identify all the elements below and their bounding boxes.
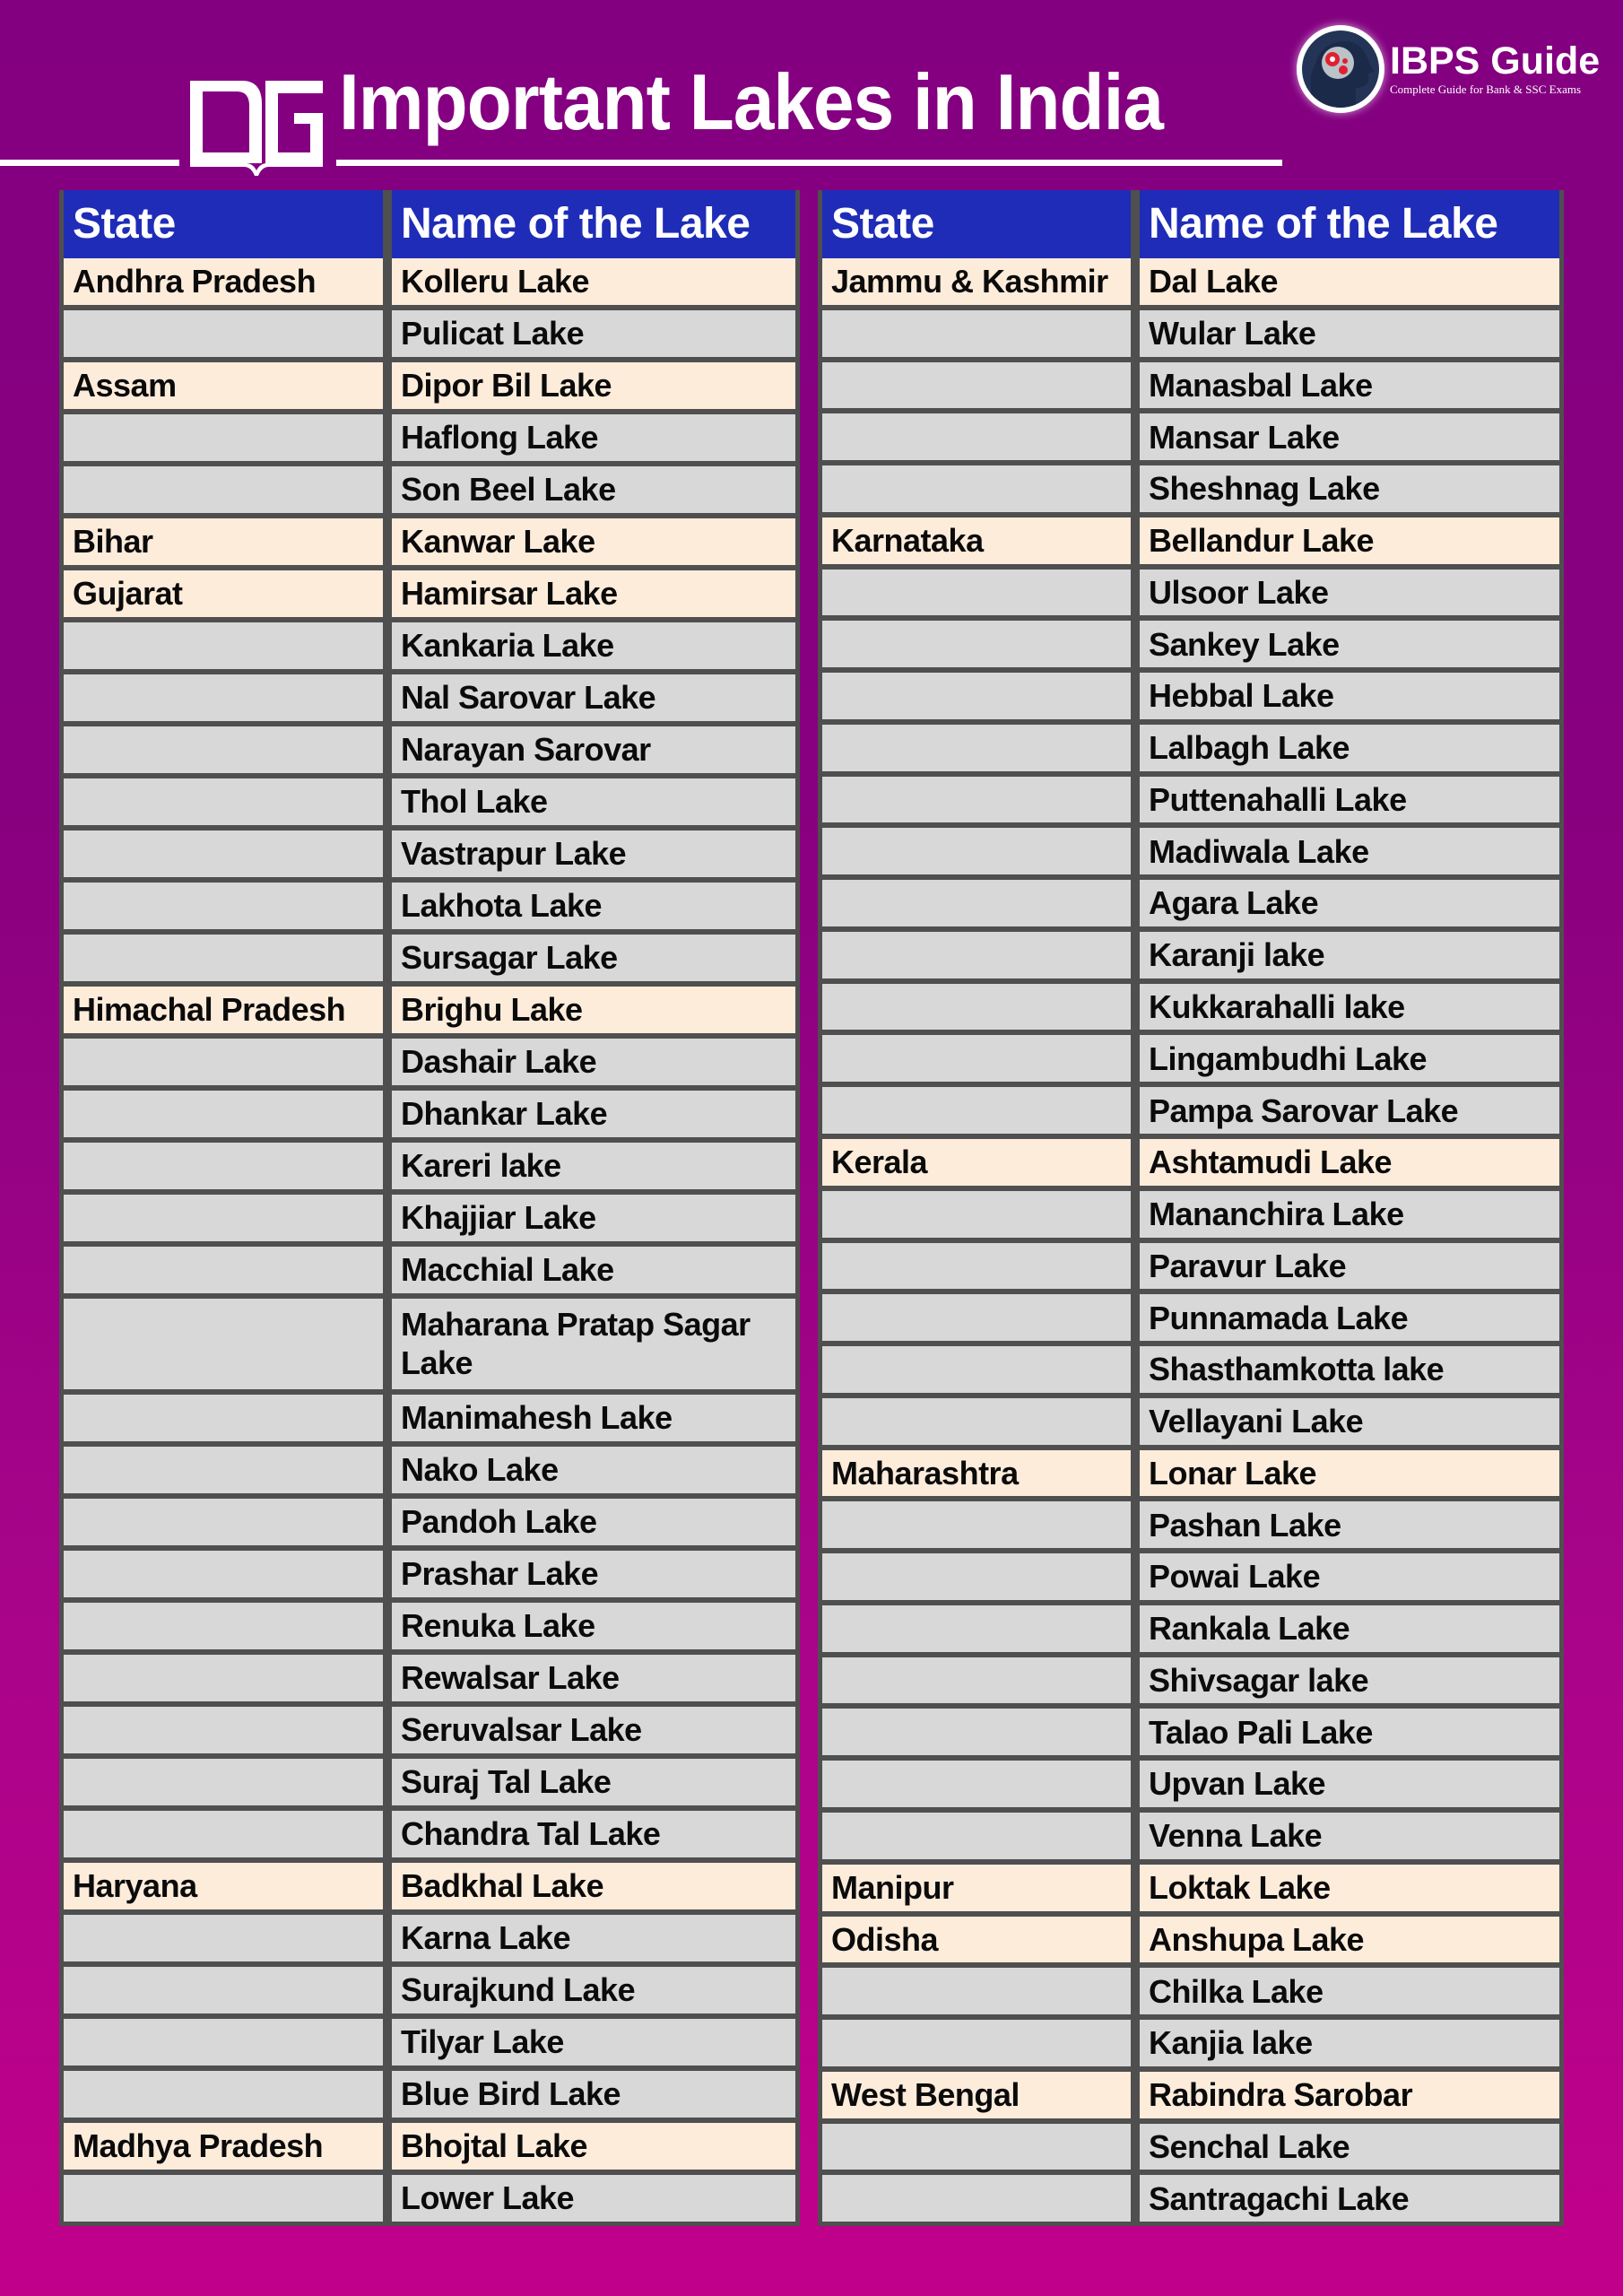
state-cell: [64, 1195, 383, 1241]
state-cell: Madhya Pradesh: [64, 2123, 383, 2170]
table-row: [822, 570, 1559, 616]
table-row: [64, 831, 795, 877]
state-cell: [64, 2071, 383, 2118]
state-cell: [822, 1605, 1131, 1652]
state-cell: [64, 414, 383, 461]
table-row: [822, 1761, 1559, 1807]
brand-tagline: Complete Guide for Bank & SSC Exams: [1390, 82, 1582, 96]
table-row: [64, 1603, 795, 1649]
state-cell: West Bengal: [822, 2072, 1131, 2118]
lakes-table-right: [818, 190, 1564, 2226]
table-row: [64, 570, 795, 617]
lake-name-cell: Lingambudhi Lake: [1140, 1035, 1559, 1082]
table-row: [64, 2019, 795, 2066]
table-row: [822, 362, 1559, 409]
lake-name-cell: Haflong Lake: [392, 414, 795, 461]
lake-name-cell: Hebbal Lake: [1140, 673, 1559, 719]
state-cell: [64, 1299, 383, 1389]
table-row: [822, 932, 1559, 978]
lake-name-cell: Dal Lake: [1140, 258, 1559, 305]
state-cell: Bihar: [64, 518, 383, 565]
state-cell: Himachal Pradesh: [64, 987, 383, 1033]
lake-name-cell: Karanji lake: [1140, 932, 1559, 978]
table-row: [64, 1447, 795, 1493]
table-row: [64, 2123, 795, 2170]
state-cell: [64, 2019, 383, 2066]
state-cell: Odisha: [822, 1917, 1131, 1963]
state-cell: [822, 2124, 1131, 2170]
lake-name-cell: Nal Sarovar Lake: [392, 674, 795, 721]
lake-name-cell: Narayan Sarovar: [392, 726, 795, 773]
state-cell: [822, 465, 1131, 512]
table-row: [64, 1195, 795, 1241]
state-cell: [64, 1811, 383, 1857]
state-cell: Kerala: [822, 1139, 1131, 1186]
table-row: [822, 621, 1559, 667]
lake-name-cell: Anshupa Lake: [1140, 1917, 1559, 1963]
lake-name-cell: Agara Lake: [1140, 880, 1559, 926]
table-row: [64, 2071, 795, 2118]
state-cell: Andhra Pradesh: [64, 258, 383, 305]
table-row: [822, 1813, 1559, 1859]
table-row: [822, 1450, 1559, 1497]
lake-name-cell: Kankaria Lake: [392, 622, 795, 669]
lake-name-cell: Lakhota Lake: [392, 883, 795, 929]
state-cell: [822, 1501, 1131, 1548]
lake-name-cell: Powai Lake: [1140, 1553, 1559, 1600]
table-row: [822, 673, 1559, 719]
table-row: [64, 518, 795, 565]
column-header-state: State: [64, 190, 383, 258]
lake-name-cell: Kareri lake: [392, 1143, 795, 1189]
state-cell: [64, 1655, 383, 1701]
table-row: [822, 1398, 1559, 1445]
column-header-lake: Name of the Lake: [1140, 190, 1559, 258]
lake-name-cell: Thol Lake: [392, 778, 795, 825]
table-row: [822, 310, 1559, 357]
lake-name-cell: Loktak Lake: [1140, 1865, 1559, 1911]
lake-name-cell: Talao Pali Lake: [1140, 1709, 1559, 1755]
lake-name-cell: Tilyar Lake: [392, 2019, 795, 2066]
table-row: [64, 466, 795, 513]
state-cell: [822, 1243, 1131, 1290]
lake-name-cell: Chilka Lake: [1140, 1968, 1559, 2014]
lake-name-cell: Paravur Lake: [1140, 1243, 1559, 1290]
state-cell: [64, 2175, 383, 2222]
table-row: [64, 1143, 795, 1189]
lake-name-cell: Maharana Pratap Sagar Lake: [392, 1299, 795, 1389]
lake-name-cell: Chandra Tal Lake: [392, 1811, 795, 1857]
state-cell: [64, 726, 383, 773]
state-cell: [64, 935, 383, 981]
table-row: [822, 1243, 1559, 1290]
lakes-table-left: [59, 190, 800, 2226]
column-header-state: State: [822, 190, 1131, 258]
page-title: Important Lakes in India: [339, 57, 1163, 146]
state-cell: [822, 2020, 1131, 2066]
state-cell: [64, 466, 383, 513]
lake-name-cell: Dashair Lake: [392, 1039, 795, 1085]
lake-name-cell: Kolleru Lake: [392, 258, 795, 305]
state-cell: [822, 310, 1131, 357]
table-row: [64, 1039, 795, 1085]
state-cell: Gujarat: [64, 570, 383, 617]
state-cell: [822, 413, 1131, 460]
state-cell: [822, 1346, 1131, 1393]
state-cell: [822, 880, 1131, 926]
table-row: [822, 2020, 1559, 2066]
table-row: [822, 2124, 1559, 2170]
table-row: [64, 414, 795, 461]
state-cell: [822, 1761, 1131, 1807]
table-row: [64, 1091, 795, 1137]
state-cell: [822, 621, 1131, 667]
state-cell: [64, 1603, 383, 1649]
table-row: [64, 1499, 795, 1545]
table-row: [822, 517, 1559, 564]
table-row: [64, 935, 795, 981]
lake-name-cell: Lonar Lake: [1140, 1450, 1559, 1497]
state-cell: [822, 1813, 1131, 1859]
state-cell: [822, 932, 1131, 978]
lake-name-cell: Blue Bird Lake: [392, 2071, 795, 2118]
table-row: [822, 1709, 1559, 1755]
table-row: [64, 1811, 795, 1857]
lake-name-cell: Bellandur Lake: [1140, 517, 1559, 564]
table-row: [822, 1035, 1559, 1082]
table-row: [64, 883, 795, 929]
lake-name-cell: Suraj Tal Lake: [392, 1759, 795, 1805]
table-row: [64, 362, 795, 409]
state-cell: [822, 673, 1131, 719]
lake-name-cell: Lower Lake: [392, 2175, 795, 2222]
lake-name-cell: Sheshnag Lake: [1140, 465, 1559, 512]
state-cell: [64, 883, 383, 929]
table-row: [822, 777, 1559, 823]
lake-name-cell: Rankala Lake: [1140, 1605, 1559, 1652]
table-row: [822, 1917, 1559, 1963]
table-row: [822, 1346, 1559, 1393]
table-row: [822, 258, 1559, 305]
table-row: [64, 1863, 795, 1909]
lake-name-cell: Bhojtal Lake: [392, 2123, 795, 2170]
state-cell: [822, 828, 1131, 874]
lake-name-cell: Surajkund Lake: [392, 1967, 795, 2013]
table-row: [822, 2175, 1559, 2222]
state-cell: [822, 1968, 1131, 2014]
table-row: [64, 2175, 795, 2222]
lake-name-cell: Mansar Lake: [1140, 413, 1559, 460]
table-row: [822, 413, 1559, 460]
state-cell: [822, 570, 1131, 616]
lake-name-cell: Shivsagar lake: [1140, 1657, 1559, 1704]
table-row: [822, 1865, 1559, 1911]
state-cell: [64, 1247, 383, 1293]
table-row: [64, 674, 795, 721]
table-row: [64, 987, 795, 1033]
state-cell: [64, 1447, 383, 1493]
state-cell: Karnataka: [822, 517, 1131, 564]
lake-name-cell: Ulsoor Lake: [1140, 570, 1559, 616]
lake-name-cell: Macchial Lake: [392, 1247, 795, 1293]
brand-logo: [1297, 25, 1600, 113]
lake-name-cell: Nako Lake: [392, 1447, 795, 1493]
lake-name-cell: Dhankar Lake: [392, 1091, 795, 1137]
state-cell: Manipur: [822, 1865, 1131, 1911]
lake-name-cell: Vellayani Lake: [1140, 1398, 1559, 1445]
state-cell: [822, 2175, 1131, 2222]
lake-name-cell: Kukkarahalli lake: [1140, 984, 1559, 1031]
table-row: [822, 1501, 1559, 1548]
state-cell: Assam: [64, 362, 383, 409]
state-cell: [822, 1398, 1131, 1445]
table-row: [822, 1139, 1559, 1186]
lake-name-cell: Khajjiar Lake: [392, 1195, 795, 1241]
table-row: [64, 1967, 795, 2013]
lake-name-cell: Pandoh Lake: [392, 1499, 795, 1545]
table-row: [822, 880, 1559, 926]
table-row: [64, 1707, 795, 1753]
lake-name-cell: Santragachi Lake: [1140, 2175, 1559, 2222]
lake-name-cell: Prashar Lake: [392, 1551, 795, 1597]
lake-name-cell: Venna Lake: [1140, 1813, 1559, 1859]
lake-name-cell: Mananchira Lake: [1140, 1191, 1559, 1238]
table-row: [822, 1657, 1559, 1704]
table-header-row: [64, 190, 795, 258]
lake-name-cell: Badkhal Lake: [392, 1863, 795, 1909]
state-cell: [822, 1657, 1131, 1704]
state-cell: [822, 362, 1131, 409]
lake-name-cell: Manimahesh Lake: [392, 1395, 795, 1441]
lake-name-cell: Pashan Lake: [1140, 1501, 1559, 1548]
header-rule-left: [0, 160, 179, 166]
table-row: [822, 1968, 1559, 2014]
state-cell: [64, 831, 383, 877]
brand-name: IBPS Guide: [1390, 39, 1601, 83]
column-header-lake: Name of the Lake: [392, 190, 795, 258]
lake-name-cell: Pulicat Lake: [392, 310, 795, 357]
state-cell: [64, 1039, 383, 1085]
lake-name-cell: Senchal Lake: [1140, 2124, 1559, 2170]
lake-name-cell: Brighu Lake: [392, 987, 795, 1033]
table-row: [822, 1294, 1559, 1341]
state-cell: [64, 1759, 383, 1805]
table-row: [64, 622, 795, 669]
state-cell: Maharashtra: [822, 1450, 1131, 1497]
table-row: [822, 725, 1559, 771]
table-row: [822, 984, 1559, 1031]
state-cell: [822, 1709, 1131, 1755]
table-row: [64, 1915, 795, 1961]
table-row: [822, 828, 1559, 874]
table-row: [64, 1247, 795, 1293]
state-cell: [64, 1551, 383, 1597]
lake-name-cell: Renuka Lake: [392, 1603, 795, 1649]
table-row: [64, 258, 795, 305]
lake-name-cell: Karna Lake: [392, 1915, 795, 1961]
lake-name-cell: Manasbal Lake: [1140, 362, 1559, 409]
lake-name-cell: Shasthamkotta lake: [1140, 1346, 1559, 1393]
table-row: [64, 726, 795, 773]
table-row: [822, 2072, 1559, 2118]
lake-name-cell: Seruvalsar Lake: [392, 1707, 795, 1753]
table-row: [822, 1553, 1559, 1600]
lake-name-cell: Dipor Bil Lake: [392, 362, 795, 409]
table-row: [822, 1605, 1559, 1652]
table-row: [64, 778, 795, 825]
state-cell: [64, 1143, 383, 1189]
dg-book-logo-icon: [187, 77, 326, 178]
lake-name-cell: Son Beel Lake: [392, 466, 795, 513]
table-row: [64, 1551, 795, 1597]
header-rule-right: [336, 160, 1282, 166]
state-cell: [822, 1191, 1131, 1238]
lake-name-cell: Hamirsar Lake: [392, 570, 795, 617]
lake-name-cell: Punnamada Lake: [1140, 1294, 1559, 1341]
table-row: [822, 1087, 1559, 1134]
lake-name-cell: Pampa Sarovar Lake: [1140, 1087, 1559, 1134]
state-cell: [64, 778, 383, 825]
state-cell: [64, 1915, 383, 1961]
lake-name-cell: Ashtamudi Lake: [1140, 1139, 1559, 1186]
table-row: [64, 310, 795, 357]
state-cell: [822, 1087, 1131, 1134]
lake-name-cell: Sankey Lake: [1140, 621, 1559, 667]
lake-name-cell: Vastrapur Lake: [392, 831, 795, 877]
state-cell: [64, 310, 383, 357]
state-cell: [822, 725, 1131, 771]
state-cell: [822, 1553, 1131, 1600]
lake-name-cell: Rabindra Sarobar: [1140, 2072, 1559, 2118]
lake-name-cell: Kanwar Lake: [392, 518, 795, 565]
lake-name-cell: Sursagar Lake: [392, 935, 795, 981]
state-cell: [822, 1035, 1131, 1082]
state-cell: [64, 1967, 383, 2013]
state-cell: [822, 777, 1131, 823]
state-cell: Jammu & Kashmir: [822, 258, 1131, 305]
state-cell: [822, 984, 1131, 1031]
lake-name-cell: Madiwala Lake: [1140, 828, 1559, 874]
head-gears-icon: [1297, 25, 1384, 113]
table-row: [64, 1759, 795, 1805]
state-cell: [64, 1499, 383, 1545]
state-cell: [64, 1707, 383, 1753]
table-row: [822, 465, 1559, 512]
state-cell: [64, 674, 383, 721]
lake-name-cell: Lalbagh Lake: [1140, 725, 1559, 771]
table-row: [64, 1299, 795, 1389]
state-cell: [822, 1294, 1131, 1341]
lake-name-cell: Kanjia lake: [1140, 2020, 1559, 2066]
table-header-row: [822, 190, 1559, 258]
state-cell: Haryana: [64, 1863, 383, 1909]
lake-name-cell: Upvan Lake: [1140, 1761, 1559, 1807]
state-cell: [64, 1091, 383, 1137]
table-row: [64, 1655, 795, 1701]
lake-name-cell: Wular Lake: [1140, 310, 1559, 357]
lake-name-cell: Puttenahalli Lake: [1140, 777, 1559, 823]
table-row: [822, 1191, 1559, 1238]
state-cell: [64, 622, 383, 669]
table-row: [64, 1395, 795, 1441]
state-cell: [64, 1395, 383, 1441]
lake-name-cell: Rewalsar Lake: [392, 1655, 795, 1701]
